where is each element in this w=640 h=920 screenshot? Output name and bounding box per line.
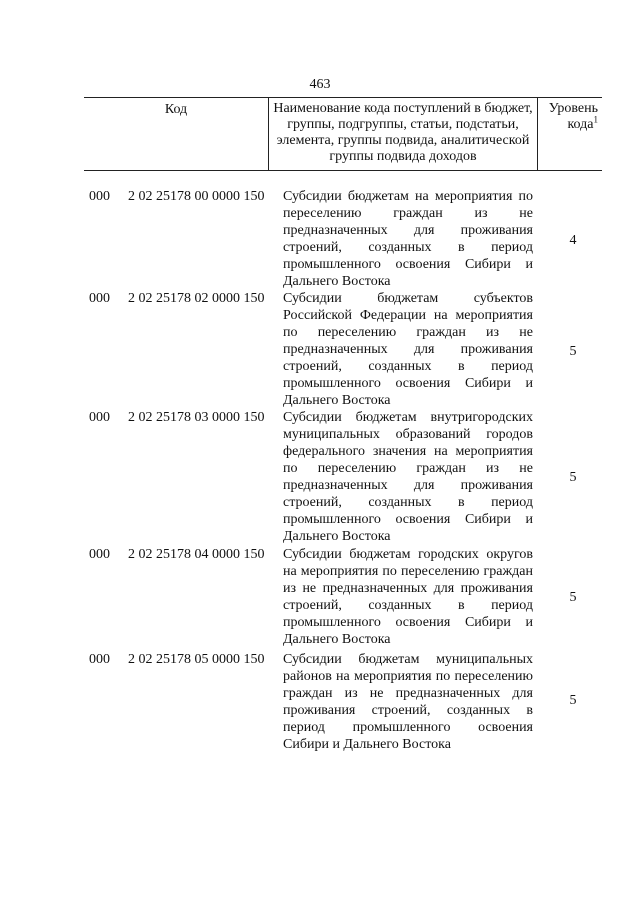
footnote-marker: 1 — [593, 114, 598, 125]
row-level: 5 — [569, 693, 577, 708]
admin-code: 000 — [89, 291, 110, 306]
header-level — [538, 98, 602, 170]
row-description: Субсидии бюджетам внутригородских муниципальных образований городов федерального значения на мероприятия по переселению граждан из не предназначенных для проживания строений, созданных в период промышленного освоения Сибири и Дальнего Востока — [283, 410, 533, 544]
budget-code: 2 02 25178 00 0000 150 — [128, 189, 265, 204]
row-level: 5 — [569, 344, 577, 359]
row-description: Субсидии бюджетам на мероприятия по переселению граждан из не предназначенных для проживания строений, созданных в период промышленного освоения Сибири и Дальнего Востока — [283, 189, 533, 289]
admin-code: 000 — [89, 189, 110, 204]
row-description: Субсидии бюджетам субъектов Российской Федерации на мероприятия по переселению граждан из не предназначенных для проживания строений, созданных в период промышленного освоения Сибири и Дальнего Востока — [283, 291, 533, 408]
page-number: 463 — [309, 77, 331, 92]
row-level: 5 — [569, 590, 577, 605]
header-code: Код — [84, 98, 269, 170]
header-name: Наименование кода поступлений в бюджет, группы, подгруппы, статьи, подстатьи, элемента, группы подвида, аналитической группы подвида доходов — [269, 98, 538, 170]
budget-code: 2 02 25178 03 0000 150 — [128, 410, 265, 425]
admin-code: 000 — [89, 410, 110, 425]
row-level: 4 — [569, 233, 577, 248]
admin-code: 000 — [89, 652, 110, 667]
row-level: 5 — [569, 470, 577, 485]
budget-code: 2 02 25178 02 0000 150 — [128, 291, 265, 306]
admin-code: 000 — [89, 547, 110, 562]
budget-code: 2 02 25178 04 0000 150 — [128, 547, 265, 562]
table-header — [84, 97, 602, 171]
budget-code: 2 02 25178 05 0000 150 — [128, 652, 265, 667]
row-description: Субсидии бюджетам городских округов на мероприятия по переселению граждан из не предназначенных для проживания строений, созданных в период промышленного освоения Сибири и Дальнего Востока — [283, 547, 533, 647]
header-level-label: Уровень кода — [548, 101, 598, 132]
row-description: Субсидии бюджетам муниципальных районов на мероприятия по переселению граждан из не предназначенных для проживания строений, созданных в период промышленного освоения Сибири и Дальнего Востока — [283, 652, 533, 752]
